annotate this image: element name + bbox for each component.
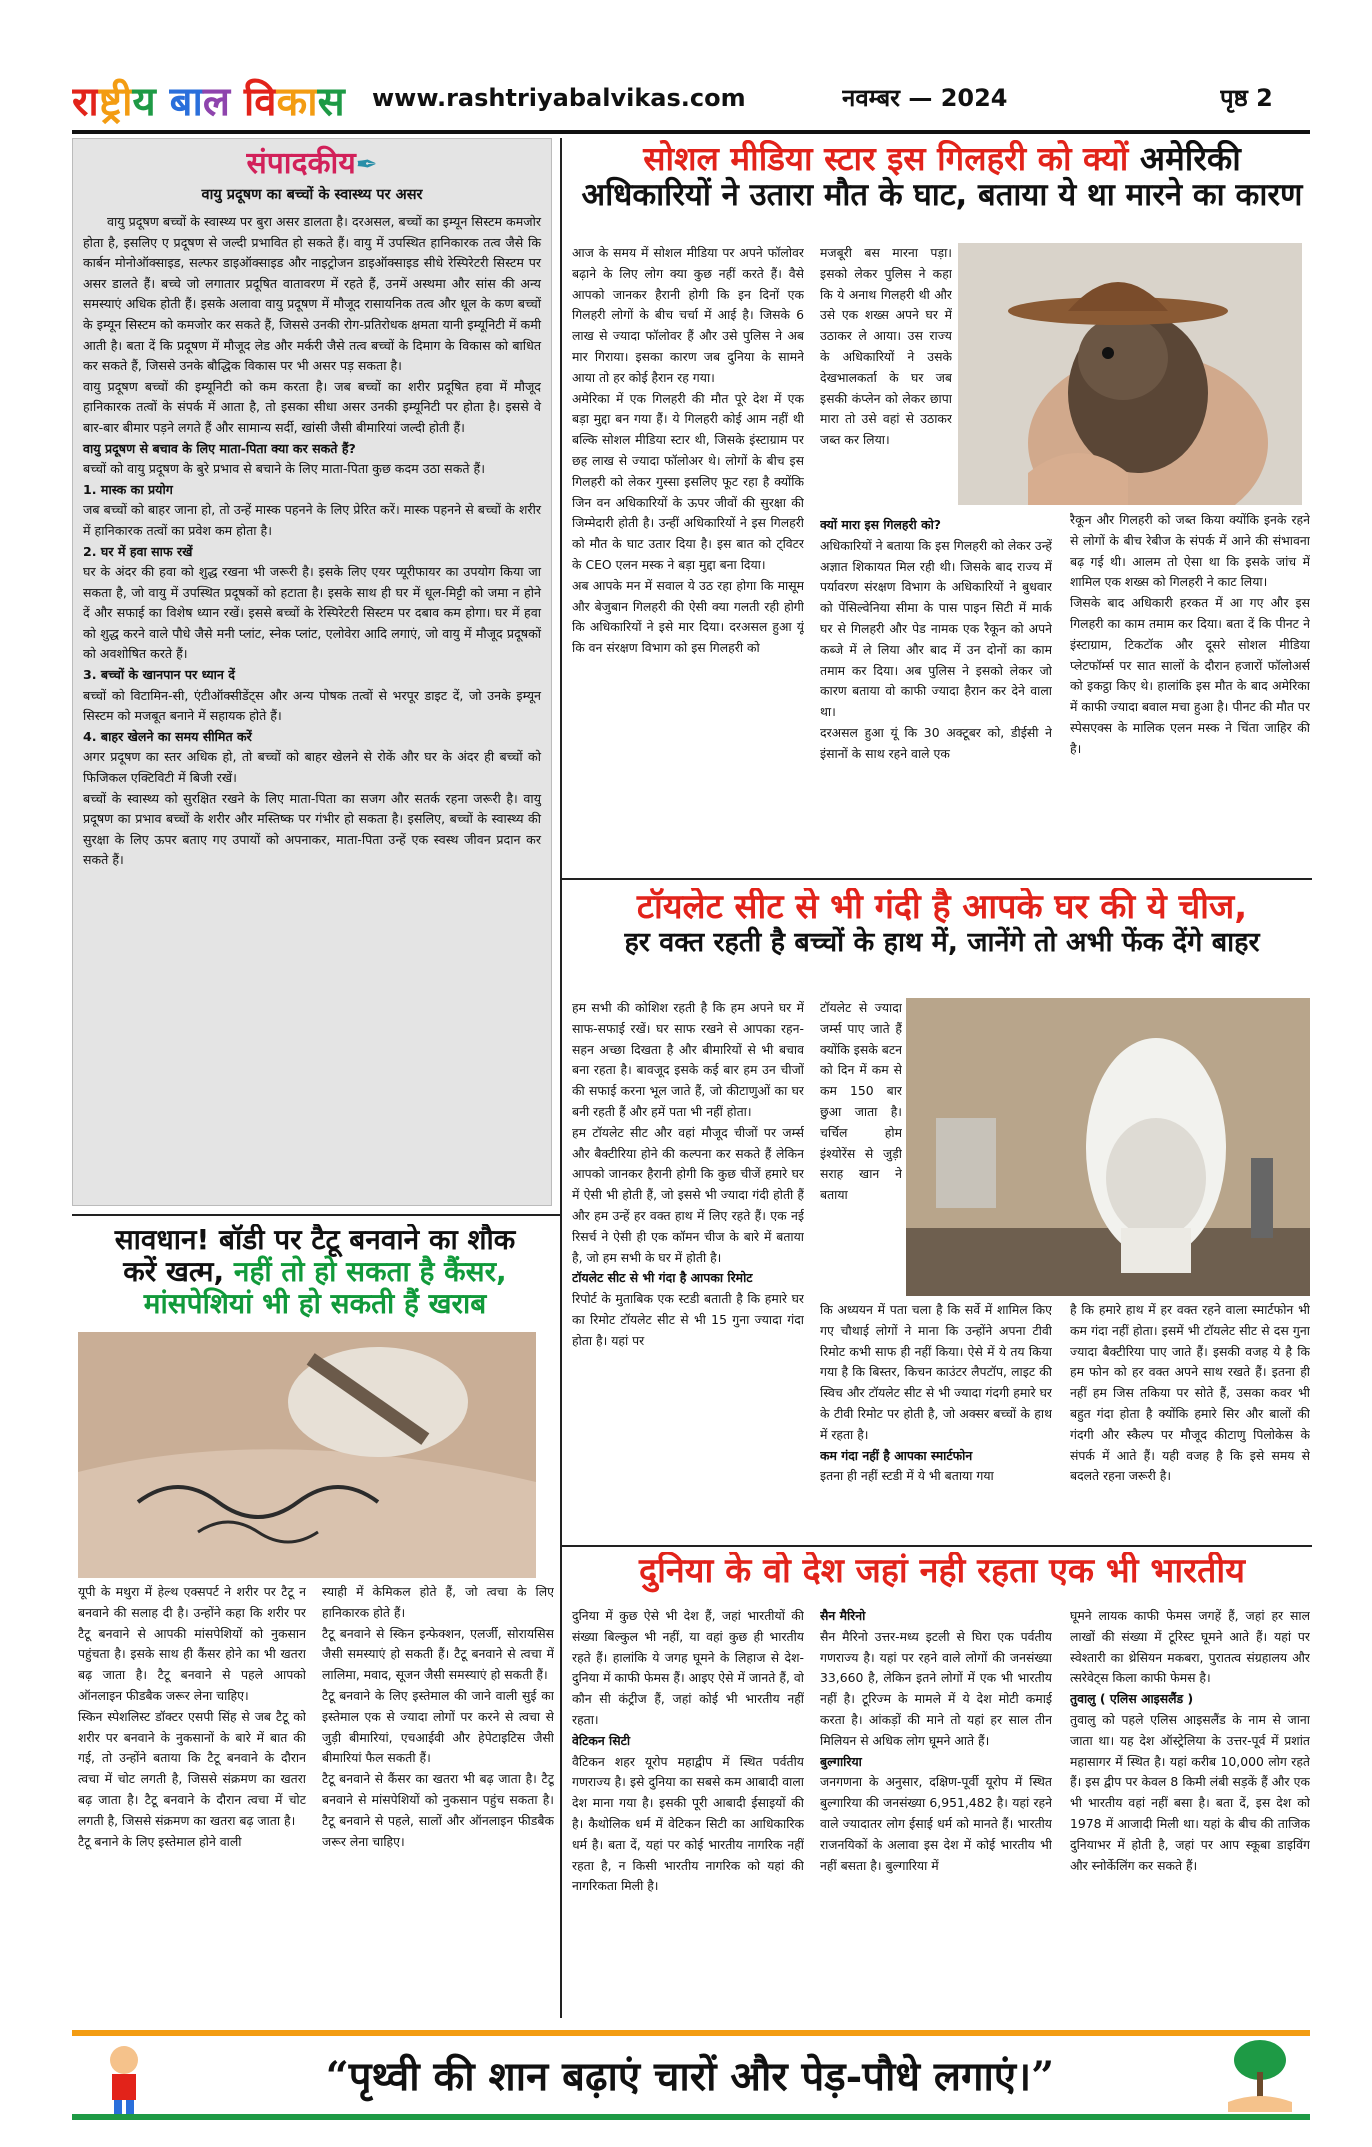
toilet-illustration — [906, 998, 1310, 1296]
squirrel-col-2a: मजबूरी बस मारना पड़ा। इसको लेकर पुलिस ने कहा कि ये अनाथ गिलहरी थी और उसे एक शख्स अपने घर में उठाकर ले आया। उस राज्य के अधिकारियों ने उसके देखभालकर्ता के घर जब इसकी कंप्लेन को लेकर छापा मारा तो उसे वहां से उठाकर जब्त कर लिया। — [820, 245, 952, 448]
quill-icon: ✒ — [355, 150, 378, 180]
logo-letter: स — [317, 79, 345, 125]
squirrel-col-1: आज के समय में सोशल मीडिया पर अपने फॉलोवर बढ़ाने के लिए लोग क्या कुछ नहीं करते हैं। वैसे आपको जानकर हैरानी होगी कि इन दिनों एक गिलहरी लोगों के बीच चर्चा में आई है। जिसके 6 लाख से ज्यादा फॉलोवर हैं और उसे पुलिस ने अब मार गिराया। इसका कारण जब दुनिया के सामने आया तो हर कोई हैरान रह गया। अमेरिका में एक गिलहरी की मौत पूरे देश में एक बड़ा मुद्दा बन गया हैं। ये गिलहरी कोई आम नहीं थी बल्कि सोशल मीडिया स्टार थी, जिसके इंस्टाग्राम पर छह लाख से ज्यादा फॉलोअर थे। लोगों के बीच इस गिलहरी को लेकर गुस्सा इसलिए फूट रहा है क्योंकि जिन वन अधिकारियों के ऊपर जीवों की सुरक्षा की जिम्मेदारी होती है। उन्हीं अधिकारियों ने इस गिलहरी को मौत के घाट उतार दिया है। इस बात को ट्विटर के CEO एलन मस्क ने बड़ा मुद्दा बना दिया। अब आपके मन में सवाल ये उठ रहा होगा कि मासूम और बेजुबान गिलहरी की ऐसी क्या गलती रही होगी कि अधिकारियों ने इसे मार दिया। दरअसल हुआ यूं कि वन संरक्षण विभाग को इस गिलहरी को — [572, 245, 804, 656]
squirrel-col-3: रैकून और गिलहरी को जब्त किया क्योंकि इनके रहने से लोगों के बीच रेबीज के संपर्क में आने की संभावना बढ़ गई थी। आलम तो ऐसा था कि इसके जांच में शामिल एक शख्स को गिलहरी ने काट लिया। जिसके बाद अधिकारी हरकत में आ गए और इस गिलहरी का काम तमाम कर दिया। बता दें कि पीनट ने इंस्टाग्राम, टिकटॉक और दूसरे सोशल मीडिया प्लेटफॉर्म्स पर सात सालों के दौरान हजारों फॉलोअर्स को इकट्ठा किए थे। हालांकि इस मौत के बाद अमेरिका में काफी ज्यादा बवाल मचा हुआ है। पीनट की मौत पर स्पेसएक्स के मालिक एलन मस्क ने चिंता जाहिर की है। — [1070, 512, 1310, 756]
squirrel-headline: सोशल मीडिया स्टार इस गिलहरी को क्यों अमेरिकी अधिकारियों ने उतारा मौत के घाट, बताया ये था मारने का कारण — [581, 140, 1303, 213]
logo-letter: रा — [72, 79, 99, 125]
footer-quote: “पृथ्वी की शान बढ़ाएं चारों और पेड़-पौधे लगाएं।” — [325, 2053, 1055, 2100]
issue-month: नवम्बर — 2024 — [842, 84, 1008, 112]
countries-col-1: दुनिया में कुछ ऐसे भी देश हैं, जहां भारतीयों की संख्या बिल्कुल भी नहीं, या वहां कुछ ही भारतीय रहते हैं। हालांकि ये जगह घूमने के लिहाज से देश-दुनिया में काफी फेमस हैं। आइए ऐसे में जानते हैं, वो कौन सी कंट्रीज हैं, जहां कोई भी भारतीय नहीं रहता। वेटिकन सिटी वैटिकन शहर यूरोप महाद्वीप में स्थित पर्वतीय गणराज्य है। इसे दुनिया का सबसे कम आबादी वाला देश माना गया है। इसकी पूरी आबादी ईसाइयों की है। कैथोलिक धर्म में वेटिकन सिटी का आधिकारिक धर्म है। बता दें, यहां पर कोई भारतीय नागरिक नहीं रहता है, न किसी भारतीय नागरिक को यहां की नागरिकता मिली है। — [572, 1608, 804, 1894]
section-rule-2 — [562, 1545, 1312, 1547]
editorial-body: वायु प्रदूषण बच्चों के स्वास्थ्य पर बुरा असर डालता है। दरअसल, बच्चों का इम्यून सिस्टम कमजोर होता है, इसलिए ए प्रदूषण से जल्दी प्रभावित हो सकते हैं। वायु में उपस्थित हानिकारक तत्व जैसे कि कार्बन मोनोऑक्साइड, सल्फर डाइऑक्साइड और नाइट्रोजन डाइऑक्साइड सीधे रेस्पिरेटरी सिस्टम पर असर डालते हैं। बच्चे जो लगातार प्रदूषित वातावरण में रहते हैं, उनमें अस्थमा और सांस की अन्य समस्याएं अधिक होती हैं। इसके अलावा वायु प्रदूषण में मौजूद रासायनिक तत्व और धूल के कण बच्चों के इम्यून सिस्टम को कमजोर कर सकते हैं, जिससे उनकी रोग-प्रतिरोधक क्षमता यानी इम्यूनिटी में कमी आती है। बता दें कि प्रदूषण में मौजूद लेड और मर्करी जैसे तत्व बच्चों के दिमाग के विकास को बाधित कर सकते हैं, जिससे उनके बौद्धिक विकास पर भी असर पड़ सकता है। वायु प्रदूषण बच्चों की इम्यूनिटी को कम करता है। जब बच्चों का शरीर प्रदूषित हवा में मौजूद हानिकारक तत्वों के संपर्क में आता है, तो इसका सीधा असर उनकी इम्यूनिटी पर होता है। इससे वे बार-बार बीमार पड़ने लगते हैं और सामान्य सर्दी, खांसी जैसी बीमारियां जल्दी होती हैं। वायु प्रदूषण से बचाव के लिए माता-पिता क्या कर सकते हैं? बच्चों को वायु प्रदूषण के बुरे प्रभाव से बचाने के लिए माता-पिता कुछ कदम उठा सकते हैं। 1. मास्क का प्रयोग जब बच्चों को बाहर जाना हो, तो उन्हें मास्क पहनने के लिए प्रेरित करें। मास्क पहनने से बच्चों के शरीर में हानिकारक तत्वों का प्रवेश कम होता है। 2. घर में हवा साफ रखें घर के अंदर की हवा को शुद्ध रखना भी जरूरी है। इसके लिए एयर प्यूरीफायर का उपयोग किया जा सकता है, जो वायु में उपस्थित प्रदूषकों को हटाता है। इसके साथ ही घर में धूल-मिट्टी को जमा न होने दें और सफाई का विशेष ध्यान रखें। इससे बच्चों के रेस्पिरेटरी सिस्टम पर दबाव कम होगा। घर में हवा को शुद्ध करने वाले पौधे जैसे मनी प्लांट, स्नेक प्लांट, एलोवेरा आदि लगाएं, जो वायु में मौजूद प्रदूषकों को अवशोषित करते हैं। 3. बच्चों के खानपान पर ध्यान दें बच्चों को विटामिन-सी, एंटीऑक्सीडेंट्स और अन्य पोषक तत्वों से भरपूर डाइट दें, जो उनके इम्यून सिस्टम को मजबूत बनाने में सहायक होते हैं। 4. बाहर खेलने का समय सीमित करें अगर प्रदूषण का स्तर अधिक हो, तो बच्चों को बाहर खेलने से रोकें और घर के अंदर ही बच्चों को फिजिकल एक्टिविटी में बिजी रखें। बच्चों के स्वास्थ्य को सुरक्षित रखने के लिए माता-पिता का सजग और सतर्क रहना जरूरी है। वायु प्रदूषण का प्रभाव बच्चों के शरीर और मस्तिष्क पर गंभीर हो सकता है। इसलिए, बच्चों के स्वास्थ्य की सुरक्षा के लिए ऊपर बताए गए उपायों को अपनाकर, माता-पिता उन्हें एक स्वस्थ जीवन प्रदान कर सकते हैं। — [83, 214, 541, 868]
header-rule — [72, 130, 1310, 134]
logo-letter: वि — [243, 79, 277, 125]
countries-col-2: सैन मैरिनो सैन मैरिनो उत्तर-मध्य इटली से घिरा एक पर्वतीय गणराज्य है। यहां पर रहने वाले लोगों की जनसंख्या 33,660 है, लेकिन इतने लोगों में एक भी भारतीय नहीं है। टूरिज्म के मामले में ये देश मोटी कमाई करता है। आंकड़ों की माने तो यहां हर साल तीन मिलियन से अधिक लोग घूमने आते हैं। बुल्गारिया जनगणना के अनुसार, दक्षिण-पूर्वी यूरोप में स्थित बुल्गारिया की जनसंख्या 6,951,482 है। यहां रहने वाले ज्यादातर लोग ईसाई धर्म को मानते हैं। भारतीय राजनयिकों के अलावा इस देश में कोई भारतीय भी नहीं बसता है। बुल्गारिया में — [820, 1608, 1052, 1873]
toilet-col-3: है कि हमारे हाथ में हर वक्त रहने वाला स्मार्टफोन भी कम गंदा नहीं होता। इसमें भी टॉयलेट सीट से दस गुना ज्यादा बैक्टीरिया पाए जाते हैं। इसकी वजह ये है कि हम फोन को हर वक्त अपने साथ रखते हैं। इतना ही नहीं हम जिस तकिया पर सोते हैं, उसका कवर भी बहुत गंदा होता है क्योंकि हमारे सिर और बालों की गंदगी और स्कैल्प पर मौजूद कीटाणु पिलोकेस के संपर्क में आते हैं। यही वजह है कि इसे समय से बदलते रहना जरूरी है। — [1070, 1302, 1310, 1484]
toilet-col-1: हम सभी की कोशिश रहती है कि हम अपने घर में साफ-सफाई रखें। घर साफ रखने से आपका रहन-सहन अच्छा दिखता है और बीमारियों से भी बचाव बना रहता है। बावजूद इसके कई बार हम उन चीजों की सफाई करना भूल जाते हैं, जो कीटाणुओं का घर बनी रहती हैं और हमें पता भी नहीं होता। हम टॉयलेट सीट और वहां मौजूद चीजों पर जर्म्स और बैक्टीरिया होने की कल्पना कर सकते हैं लेकिन आपको जानकर हैरानी होगी कि कुछ चीजें हमारे घर में ऐसी भी होती हैं, जो इससे भी ज्यादा गंदी होती हैं और हम उन्हें हर वक्त हाथ में लिए रहते हैं। एक नई रिसर्च ने ऐसी ही एक कॉमन चीज के बारे में बताया है, जो हम सभी के घर में होती है। टॉयलेट सीट से भी गंदा है आपका रिमोट रिपोर्ट के मुताबिक एक स्टडी बताती है कि हमारे घर का रिमोट टॉयलेट सीट से भी 15 गुना ज्यादा गंदा होता है। यहां पर — [572, 1000, 804, 1348]
section-rule — [562, 878, 1312, 880]
countries-col-3: घूमने लायक काफी फेमस जगहें हैं, जहां हर साल लाखों की संख्या में टूरिस्ट घूमने आते हैं। यहां पर स्वेश्तारी का थ्रेसियन मकबरा, पुरातत्व संग्रहालय और त्सरेवेट्स किला काफी फेमस है। तुवालु ( एलिस आइसलैंड ) तुवालु को पहले एलिस आइसलैंड के नाम से जाना जाता था। यह देश ऑस्ट्रेलिया के उत्तर-पूर्व में प्रशांत महासागर में स्थित है। यहां करीब 10,000 लोग रहते हैं। इस द्वीप पर केवल 8 किमी लंबी सड़कें हैं और एक भी भारतीय वहां नहीं बसा है। बता दें, इस देश को 1978 में आजादी मिली था। यहां के बीच की ताजिक दुनियाभर में होती है, जहां पर आप स्कूबा डाइविंग और स्नोर्केलिंग कर सकते हैं। — [1070, 1608, 1310, 1873]
tattoo-col-1: यूपी के मथुरा में हेल्थ एक्सपर्ट ने शरीर पर टैटू न बनवाने की सलाह दी है। उन्होंने कहा कि शरीर पर टैटू बनवाने से आपकी मांसपेशियों को नुकसान पहुंचता है। इसके साथ ही कैंसर होने का भी खतरा बढ़ जाता है। टैटू बनवाने से पहले आपको ऑनलाइन फीडबैक जरूर लेना चाहिए। स्किन स्पेशलिस्ट डॉक्टर एसपी सिंह से जब टैटू को शरीर पर बनवाने के नुकसानों के बारे में बात की गई, तो उन्होंने बताया कि टैटू बनवाने के दौरान त्वचा में चोट लगती है, जिससे संक्रमण का खतरा बढ़ जाता है। टैटू बनवाने के दौरान त्वचा में चोट लगती है, जिससे संक्रमण का खतरा बढ़ जाता है। टैटू बनाने के लिए इस्तेमाल होने वाली — [78, 1584, 306, 1849]
tattoo-illustration — [78, 1332, 536, 1578]
editorial-box — [72, 138, 552, 1206]
logo-letter: ल — [202, 79, 244, 125]
countries-headline: दुनिया के वो देश जहां नही रहता एक भी भारतीय — [639, 1552, 1245, 1591]
toilet-headline: टॉयलेट सीट से भी गंदी है आपके घर की ये चीज, हर वक्त रहती है बच्चों के हाथ में, जानेंगे तो अभी फेंक देंगे बाहर — [624, 888, 1260, 959]
website-url[interactable]: www.rashtriyabalvikas.com — [372, 84, 746, 112]
logo-letter: बा — [169, 79, 203, 125]
toilet-col-2b: कि अध्ययन में पता चला है कि सर्वे में शामिल किए गए चौथाई लोगों ने माना कि उन्होंने अपना टीवी रिमोट कभी साफ ही नहीं किया। ऐसे में ये तय किया गया है कि बिस्तर, किचन काउंटर लैपटॉप, लाइट की स्विच और टॉयलेट सीट से भी ज्यादा गंदगी हमारे घर के टीवी रिमोट पर होती है, जो अक्सर बच्चों के हाथ में रहता है। कम गंदा नहीं है आपका स्मार्टफोन इतना ही नहीं स्टडी में ये भी बताया गया — [820, 1302, 1052, 1484]
editorial-subheading: वायु प्रदूषण का बच्चों के स्वास्थ्य पर असर — [201, 187, 423, 203]
toilet-photo — [906, 998, 1310, 1296]
squirrel-col-2b: क्यों मारा इस गिलहरी को? अधिकारियों ने बताया कि इस गिलहरी को लेकर उन्हें अज्ञात शिकायत मिल रही थी। जिसके बाद राज्य में पर्यावरण संरक्षण विभाग के अधिकारियों ने बुधवार को पेंसिल्वेनिया सीमा के पास पाइन सिटी में मार्क घर से गिलहरी और पेड नामक एक रैकून को अपने कब्जे में ले लिया और बाद में उन दोनों का काम तमाम कर दिया। अब पुलिस ने इसको लेकर जो कारण बताया वो काफी ज्यादा हैरान कर देने वाला था। दरअसल हुआ यूं कि 30 अक्टूबर को, डीईसी ने इंसानों के साथ रहने वाले एक — [820, 517, 1052, 761]
column-divider — [560, 138, 562, 2018]
tattoo-col-2: स्याही में केमिकल होते हैं, जो त्वचा के लिए हानिकारक होते हैं। टैटू बनवाने से स्किन इन्फेक्शन, एलर्जी, सोरायसिस जैसी समस्याएं हो सकती हैं। टैटू बनवाने से त्वचा में लालिमा, मवाद, सूजन जैसी समस्याएं हो सकती हैं। टैटू बनवाने के लिए इस्तेमाल की जाने वाली सुई का इस्तेमाल एक से ज्यादा लोगों पर करने से त्वचा से जुड़ी बीमारियां, एचआईवी और हेपेटाइटिस जैसी बीमारियां फैल सकती हैं। टैटू बनवाने से कैंसर का खतरा भी बढ़ जाता है। टैटू बनवाने से मांसपेशियों को नुकसान पहुंच सकता है। टैटू बनवाने से पहले, सालों और ऑनलाइन फीडबैक जरूर लेना चाहिए। — [322, 1584, 554, 1849]
logo-letter: ष्ट्री — [98, 79, 133, 125]
toilet-col-2a: टॉयलेट से ज्यादा जर्म्स पाए जाते हैं क्योंकि इसके बटन को दिन में कम से कम 150 बार छुआ जाता है। चर्चिल होम इंश्योरेंस से जुड़ी सराह खान ने बताया — [820, 1000, 902, 1203]
logo-letter: य — [132, 79, 170, 125]
squirrel-illustration — [958, 243, 1302, 505]
squirrel-photo — [958, 243, 1302, 505]
tree-hand-icon — [1218, 2036, 1302, 2116]
logo-letter: का — [276, 79, 318, 125]
page-number: पृष्ठ 2 — [1220, 84, 1273, 112]
child-mascot-icon — [84, 2040, 164, 2114]
editorial-heading: संपादकीय✒ — [246, 146, 378, 181]
left-section-rule — [72, 1214, 560, 1216]
tattoo-photo — [78, 1332, 536, 1578]
masthead-logo[interactable] — [72, 72, 362, 132]
tattoo-headline: सावधान! बॉडी पर टैटू बनवाने का शौक करें खत्म, नहीं तो हो सकता है कैंसर, मांसपेशियां भी हो सकती हैं खराब — [114, 1224, 516, 1321]
